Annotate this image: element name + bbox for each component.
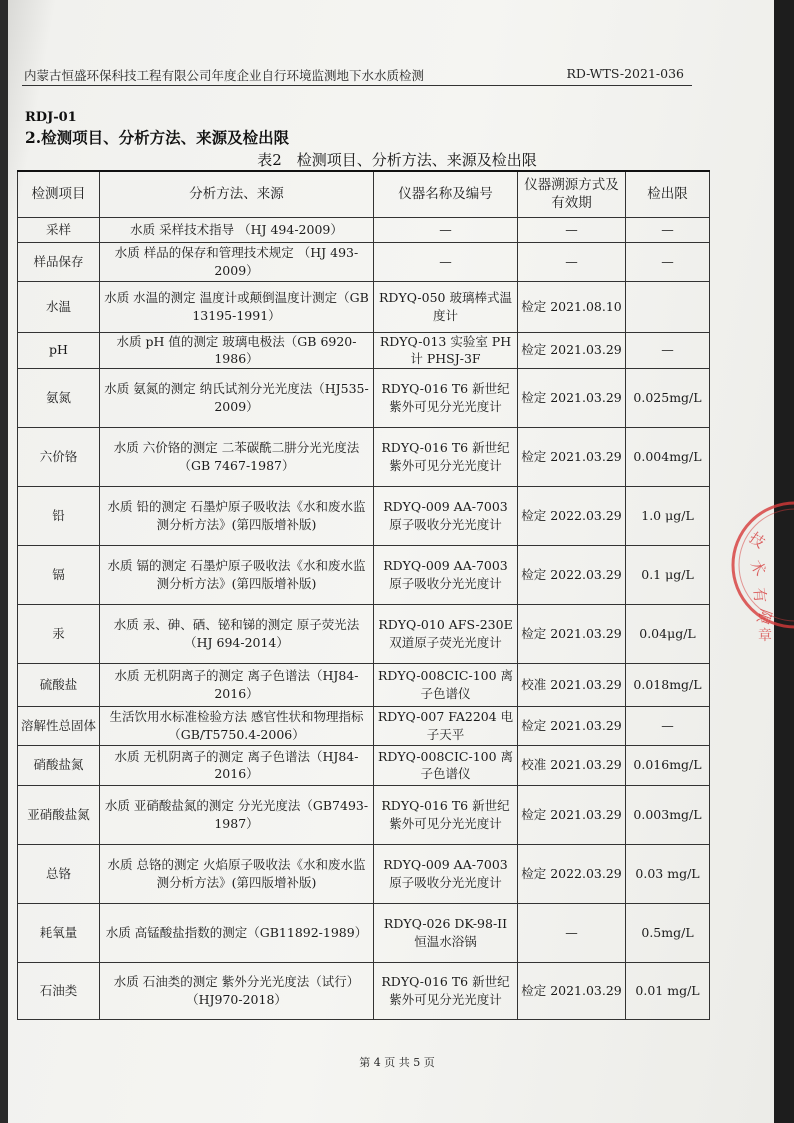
row-traceability: 检定 2022.03.29 [518, 545, 626, 604]
table-row [18, 332, 710, 368]
row-instrument: RDYQ-009 AA-7003 原子吸收分光光度计 [374, 486, 518, 545]
row-item: 氨氮 [18, 368, 100, 427]
table-row [18, 486, 710, 545]
table-row [18, 844, 710, 903]
table-row [18, 962, 710, 1019]
row-item: 六价铬 [18, 427, 100, 486]
row-item: 总铬 [18, 844, 100, 903]
row-limit: 0.04μg/L [626, 604, 710, 663]
header-rule [22, 85, 692, 86]
table-row [18, 745, 710, 785]
column-header: 检出限 [626, 171, 710, 217]
table-row [18, 217, 710, 242]
row-item: 硫酸盐 [18, 663, 100, 706]
row-method: 水质 亚硝酸盐氮的测定 分光光度法（GB7493-1987） [100, 785, 374, 844]
row-instrument: RDYQ-007 FA2204 电子天平 [374, 706, 518, 745]
row-instrument: RDYQ-016 T6 新世纪紫外可见分光光度计 [374, 368, 518, 427]
row-item: 样品保存 [18, 242, 100, 281]
row-method: 水质 总铬的测定 火焰原子吸收法《水和废水监测分析方法》(第四版增补版) [100, 844, 374, 903]
table-row [18, 427, 710, 486]
row-traceability: 检定 2022.03.29 [518, 844, 626, 903]
row-traceability: — [518, 903, 626, 962]
row-limit: — [626, 217, 710, 242]
row-limit: 0.01 mg/L [626, 962, 710, 1019]
row-instrument: RDYQ-016 T6 新世纪紫外可见分光光度计 [374, 427, 518, 486]
table-row [18, 281, 710, 332]
row-traceability: 校准 2021.03.29 [518, 663, 626, 706]
row-instrument: RDYQ-016 T6 新世纪紫外可见分光光度计 [374, 785, 518, 844]
row-method: 水质 样品的保存和管理技术规定 （HJ 493-2009） [100, 242, 374, 281]
row-traceability: 检定 2021.03.29 [518, 962, 626, 1019]
row-instrument: RDYQ-016 T6 新世纪紫外可见分光光度计 [374, 962, 518, 1019]
row-method: 水质 pH 值的测定 玻璃电极法（GB 6920-1986） [100, 332, 374, 368]
row-traceability: 检定 2022.03.29 [518, 486, 626, 545]
column-header: 分析方法、来源 [100, 171, 374, 217]
row-limit: 0.003mg/L [626, 785, 710, 844]
row-item: 铅 [18, 486, 100, 545]
row-method: 水质 高锰酸盐指数的测定（GB11892-1989） [100, 903, 374, 962]
row-method: 水质 水温的测定 温度计或颠倒温度计测定（GB 13195-1991） [100, 281, 374, 332]
row-traceability: 检定 2021.03.29 [518, 332, 626, 368]
row-traceability: 检定 2021.03.29 [518, 604, 626, 663]
row-item: 水温 [18, 281, 100, 332]
table-header-row [18, 171, 710, 217]
row-method: 水质 氨氮的测定 纳氏试剂分光光度法（HJ535-2009） [100, 368, 374, 427]
row-method: 水质 镉的测定 石墨炉原子吸收法《水和废水监测分析方法》(第四版增补版) [100, 545, 374, 604]
row-limit [626, 281, 710, 332]
row-method: 水质 石油类的测定 紫外分光光度法（试行）（HJ970-2018） [100, 962, 374, 1019]
row-method: 水质 无机阴离子的测定 离子色谱法（HJ84-2016） [100, 663, 374, 706]
row-limit: 0.025mg/L [626, 368, 710, 427]
row-instrument: RDYQ-009 AA-7003 原子吸收分光光度计 [374, 545, 518, 604]
row-instrument: RDYQ-026 DK-98-II 恒温水浴锅 [374, 903, 518, 962]
row-item: pH [18, 332, 100, 368]
svg-text:限: 限 [753, 606, 776, 627]
row-limit: 0.018mg/L [626, 663, 710, 706]
row-instrument: RDYQ-010 AFS-230E 双道原子荧光光度计 [374, 604, 518, 663]
section-title: 2.检测项目、分析方法、来源及检出限 [25, 128, 290, 147]
row-traceability: 检定 2021.08.10 [518, 281, 626, 332]
doc-code: RDJ-01 [25, 110, 77, 125]
table-caption: 表2 检测项目、分析方法、来源及检出限 [257, 151, 537, 169]
row-item: 采样 [18, 217, 100, 242]
row-limit: 0.03 mg/L [626, 844, 710, 903]
svg-text:术: 术 [746, 557, 770, 580]
row-method: 水质 采样技术指导 （HJ 494-2009） [100, 217, 374, 242]
table-row [18, 545, 710, 604]
row-instrument: — [374, 217, 518, 242]
row-item: 亚硝酸盐氮 [18, 785, 100, 844]
row-item: 硝酸盐氮 [18, 745, 100, 785]
row-item: 镉 [18, 545, 100, 604]
row-instrument: RDYQ-050 玻璃棒式温度计 [374, 281, 518, 332]
company-seal [720, 490, 794, 650]
row-method: 水质 无机阴离子的测定 离子色谱法（HJ84-2016） [100, 745, 374, 785]
table-row [18, 663, 710, 706]
row-item: 溶解性总固体 [18, 706, 100, 745]
column-header: 仪器名称及编号 [374, 171, 518, 217]
row-method: 生活饮用水标准检验方法 感官性状和物理指标（GB/T5750.4-2006） [100, 706, 374, 745]
column-header: 检测项目 [18, 171, 100, 217]
svg-text:章: 章 [758, 628, 772, 644]
row-method: 水质 六价铬的测定 二苯碳酰二肼分光光度法（GB 7467-1987） [100, 427, 374, 486]
row-traceability: 校准 2021.03.29 [518, 745, 626, 785]
row-limit: 0.004mg/L [626, 427, 710, 486]
row-traceability: — [518, 217, 626, 242]
column-header: 仪器溯源方式及有效期 [518, 171, 626, 217]
row-traceability: 检定 2021.03.29 [518, 427, 626, 486]
header-title: 内蒙古恒盛环保科技工程有限公司年度企业自行环境监测地下水水质检测 [24, 68, 425, 83]
table-row [18, 242, 710, 281]
table-row [18, 903, 710, 962]
row-limit: 0.016mg/L [626, 745, 710, 785]
row-limit: — [626, 332, 710, 368]
row-traceability: — [518, 242, 626, 281]
row-instrument: — [374, 242, 518, 281]
row-instrument: RDYQ-008CIC-100 离子色谱仪 [374, 745, 518, 785]
row-limit: — [626, 242, 710, 281]
row-limit: 0.5mg/L [626, 903, 710, 962]
svg-text:有: 有 [750, 586, 770, 604]
row-limit: — [626, 706, 710, 745]
row-method: 水质 汞、砷、硒、铋和锑的测定 原子荧光法（HJ 694-2014） [100, 604, 374, 663]
row-traceability: 检定 2021.03.29 [518, 706, 626, 745]
row-item: 石油类 [18, 962, 100, 1019]
table-row [18, 706, 710, 745]
methods-table [17, 170, 710, 1020]
row-limit: 0.1 μg/L [626, 545, 710, 604]
table-row [18, 368, 710, 427]
row-method: 水质 铅的测定 石墨炉原子吸收法《水和废水监测分析方法》(第四版增补版) [100, 486, 374, 545]
row-instrument: RDYQ-009 AA-7003 原子吸收分光光度计 [374, 844, 518, 903]
row-instrument: RDYQ-008CIC-100 离子色谱仪 [374, 663, 518, 706]
row-limit: 1.0 μg/L [626, 486, 710, 545]
row-traceability: 检定 2021.03.29 [518, 785, 626, 844]
row-instrument: RDYQ-013 实验室 PH 计 PHSJ-3F [374, 332, 518, 368]
page-number: 第 4 页 共 5 页 [359, 1056, 435, 1069]
table-row [18, 604, 710, 663]
row-item: 汞 [18, 604, 100, 663]
row-traceability: 检定 2021.03.29 [518, 368, 626, 427]
svg-text:技: 技 [745, 528, 769, 552]
report-number: RD-WTS-2021-036 [566, 66, 684, 81]
page-header [24, 66, 684, 84]
row-item: 耗氧量 [18, 903, 100, 962]
table-row [18, 785, 710, 844]
